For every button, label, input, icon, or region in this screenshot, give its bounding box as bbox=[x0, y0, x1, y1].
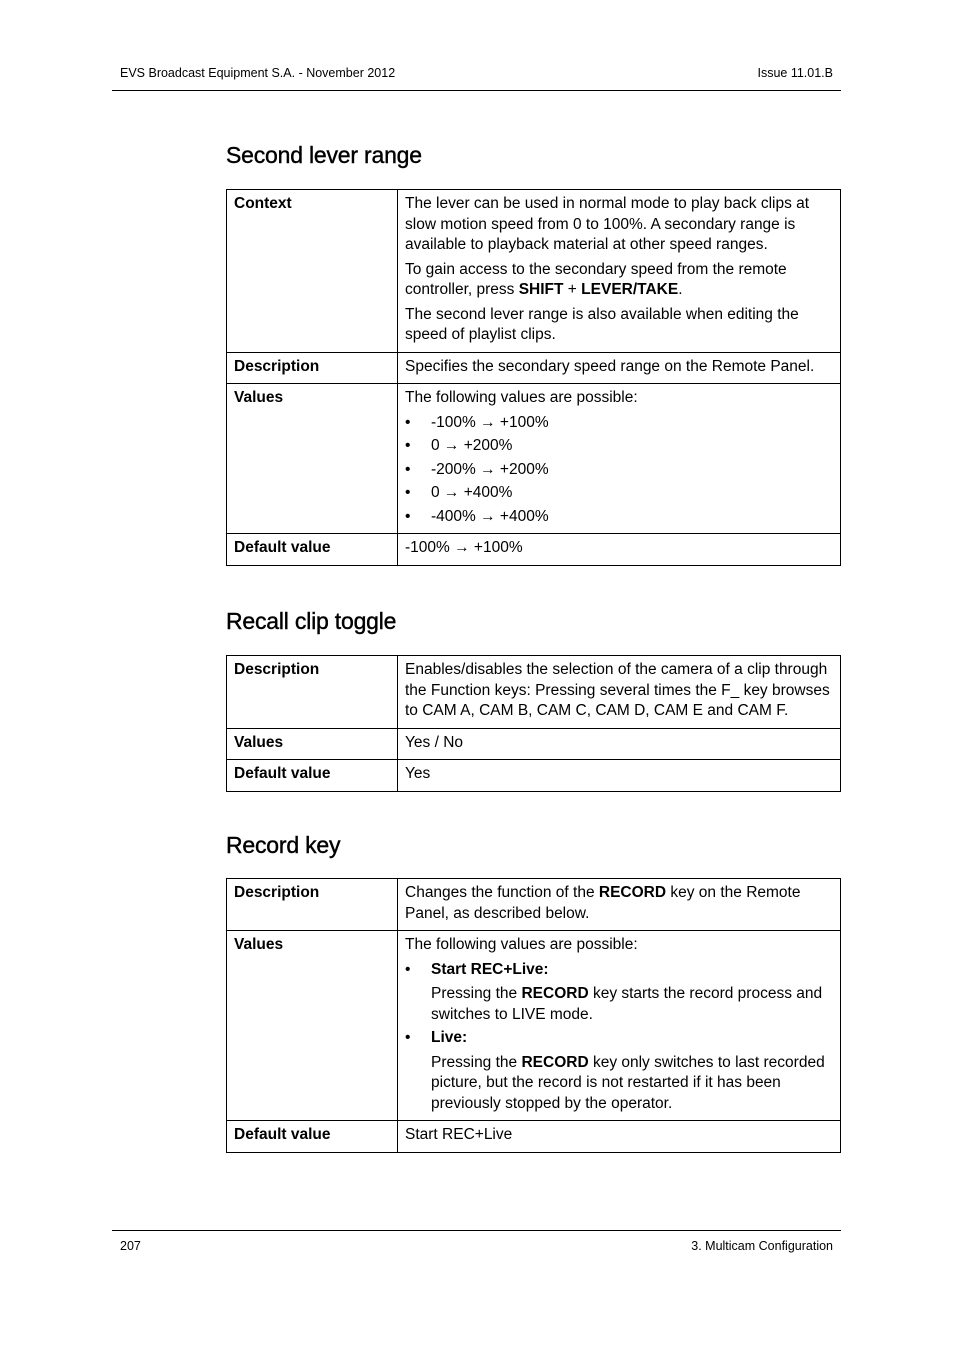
table-row bbox=[227, 1121, 841, 1153]
values-list bbox=[405, 413, 833, 528]
header-issue: Issue 11.01.B bbox=[757, 66, 833, 80]
option-description bbox=[431, 1053, 833, 1115]
row-key-default: Default value bbox=[227, 534, 398, 566]
row-value-description: Enables/disables the selection of the camera of a clip through the Function keys: Pressing several times the F_ key browses to CAM A, CAM B, CAM C, CAM D, CAM E and CAM F. bbox=[398, 656, 841, 729]
row-key-description: Description bbox=[227, 656, 398, 729]
section-title-record-key: Record key bbox=[226, 832, 341, 858]
text-span: key on the Remote Panel, as described below. bbox=[405, 884, 801, 922]
recall-clip-toggle-table bbox=[226, 655, 841, 792]
text-span: To gain access to the secondary speed from the remote controller, press bbox=[405, 260, 787, 298]
page-footer bbox=[112, 1230, 841, 1255]
row-value-description: Specifies the secondary speed range on the Remote Panel. bbox=[398, 352, 841, 384]
record-key-label: RECORD bbox=[521, 985, 589, 1002]
page-header bbox=[112, 62, 841, 91]
table-row bbox=[227, 760, 841, 792]
text-span: key starts the record process and switches to LIVE mode. bbox=[431, 985, 823, 1023]
text-span: Changes the function of the bbox=[405, 884, 599, 901]
lever-take-key-label: LEVER/TAKE bbox=[581, 281, 679, 298]
table-row bbox=[227, 384, 841, 534]
values-list bbox=[405, 960, 833, 1115]
text-span: . bbox=[678, 281, 683, 298]
row-key-values: Values bbox=[227, 931, 398, 1121]
list-item: • -100% → +100% bbox=[405, 413, 833, 434]
values-intro: The following values are possible: bbox=[405, 389, 638, 406]
context-paragraph bbox=[405, 260, 833, 301]
option-description bbox=[431, 984, 833, 1025]
list-item: • 0 → +400% bbox=[405, 483, 833, 504]
table-row bbox=[227, 931, 841, 1121]
record-key-table bbox=[226, 878, 841, 1153]
table-row bbox=[227, 656, 841, 729]
row-value-default: Start REC+Live bbox=[398, 1121, 841, 1153]
header-publisher: EVS Broadcast Equipment S.A. - November 2012 bbox=[120, 66, 396, 80]
chapter-title: 3. Multicam Configuration bbox=[691, 1239, 833, 1253]
list-item: • -400% → +400% bbox=[405, 507, 833, 528]
row-value-values: Yes / No bbox=[398, 728, 841, 760]
option-label: Live: bbox=[431, 1029, 468, 1046]
row-key-values: Values bbox=[227, 728, 398, 760]
row-value-values bbox=[398, 931, 841, 1121]
row-key-values: Values bbox=[227, 384, 398, 534]
row-key-default: Default value bbox=[227, 760, 398, 792]
table-row bbox=[227, 879, 841, 931]
row-key-description: Description bbox=[227, 879, 398, 931]
section-title-second-lever-range: Second lever range bbox=[226, 142, 422, 168]
row-key-description: Description bbox=[227, 352, 398, 384]
list-item bbox=[405, 960, 833, 1026]
list-item: • -200% → +200% bbox=[405, 460, 833, 481]
row-value-context bbox=[398, 190, 841, 353]
row-key-default: Default value bbox=[227, 1121, 398, 1153]
table-row bbox=[227, 534, 841, 566]
shift-key-label: SHIFT bbox=[518, 281, 564, 298]
row-value-default: Yes bbox=[398, 760, 841, 792]
list-item: • 0 → +200% bbox=[405, 436, 833, 457]
table-row bbox=[227, 190, 841, 353]
row-value-values bbox=[398, 384, 841, 534]
record-key-label: RECORD bbox=[521, 1053, 589, 1071]
list-item bbox=[405, 1028, 833, 1114]
table-row bbox=[227, 728, 841, 760]
text-span: key only switches to last recorded picture, but the record is not restarted if it has been previously stopped by the operator. bbox=[431, 1053, 825, 1112]
row-value-description bbox=[398, 879, 841, 931]
values-intro: The following values are possible: bbox=[405, 936, 638, 953]
row-value-default: -100% → +100% bbox=[398, 534, 841, 566]
row-key-context: Context bbox=[227, 190, 398, 353]
text-span: Pressing the bbox=[431, 1053, 522, 1071]
text-span: + bbox=[563, 281, 582, 298]
page-number: 207 bbox=[120, 1239, 141, 1253]
context-paragraph: The lever can be used in normal mode to play back clips at slow motion speed from 0 to 100%. A secondary range is available to playback material at other speed ranges. bbox=[405, 195, 810, 253]
option-label: Start REC+Live: bbox=[431, 960, 549, 978]
section-title-recall-clip-toggle: Recall clip toggle bbox=[226, 608, 397, 634]
context-paragraph: The second lever range is also available when editing the speed of playlist clips. bbox=[405, 305, 799, 343]
record-key-label: RECORD bbox=[598, 884, 667, 901]
second-lever-range-table bbox=[226, 189, 841, 566]
text-span: Pressing the bbox=[431, 985, 522, 1002]
table-row bbox=[227, 352, 841, 384]
